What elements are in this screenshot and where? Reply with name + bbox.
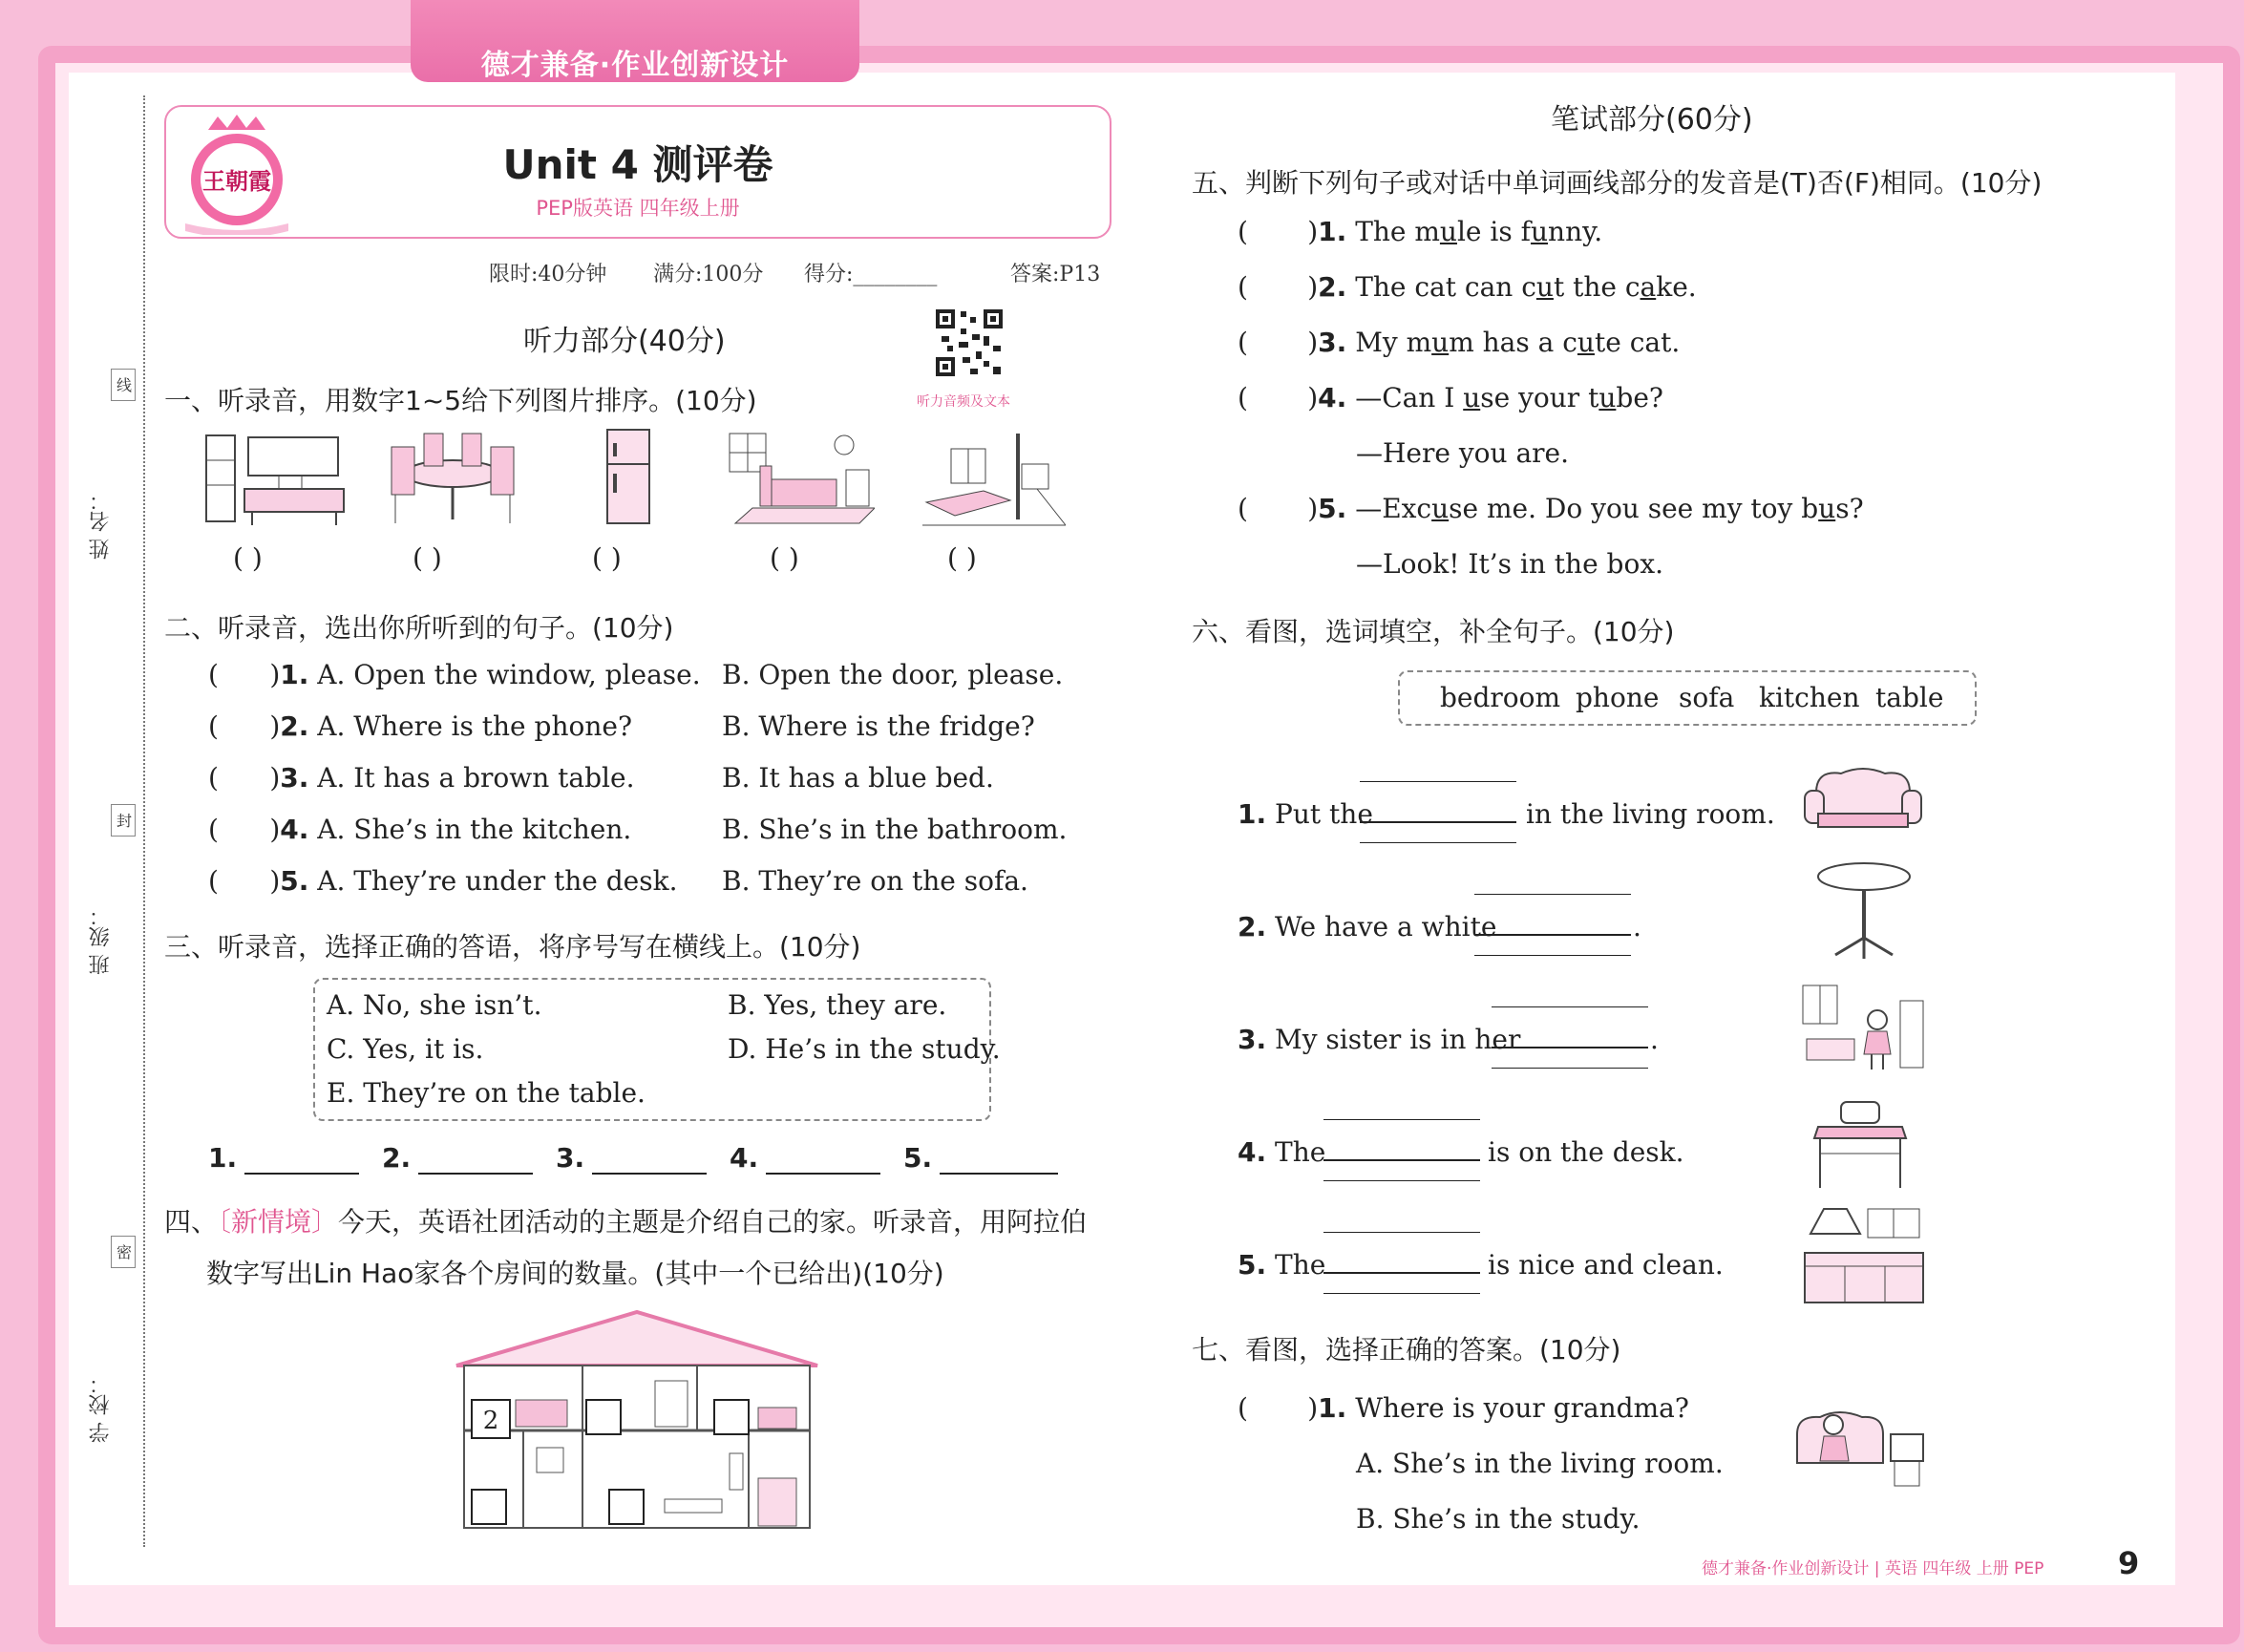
s3-option-a: A. No, she isn’t. bbox=[327, 989, 542, 1021]
s3-blank-5[interactable] bbox=[940, 1173, 1058, 1175]
s3-blank-label-5: 5. bbox=[903, 1142, 933, 1174]
school-field-label: 学 校： bbox=[89, 1373, 113, 1444]
section-2-heading: 二、听录音，选出你所听到的句子。(10分) bbox=[164, 612, 674, 644]
order-blank-3[interactable]: ( ) bbox=[592, 542, 622, 574]
s2-item-5: ( )5. A. They’re under the desk. bbox=[208, 865, 678, 897]
s6-item-4-post: is on the desk. bbox=[1488, 1136, 1684, 1168]
answer-page: 答案:P13 bbox=[1010, 263, 1101, 286]
header-tab: 德才兼备·作业创新设计 bbox=[411, 0, 859, 82]
s3-blank-label-2: 2. bbox=[382, 1142, 412, 1174]
s2-item-4: ( )4. A. She’s in the kitchen. bbox=[208, 814, 632, 845]
s3-blank-2[interactable] bbox=[418, 1173, 533, 1175]
house-cutaway-picture bbox=[453, 1308, 821, 1534]
listening-heading: 听力部分(40分) bbox=[523, 325, 726, 358]
s6-blank-2[interactable] bbox=[1474, 934, 1631, 936]
word-sofa: sofa bbox=[1679, 682, 1735, 713]
guide-line bbox=[1360, 842, 1516, 843]
section-4-heading-line2: 数字写出Lin Hao家各个房间的数量。(其中一个已给出)(10分) bbox=[206, 1258, 944, 1289]
page-number: 9 bbox=[2118, 1545, 2140, 1581]
class-field-label: 班 级： bbox=[89, 905, 113, 976]
s7-item-1-b: B. She’s in the study. bbox=[1356, 1503, 1641, 1535]
guide-line bbox=[1360, 781, 1516, 782]
page-subtitle: PEP版英语 四年级上册 bbox=[536, 197, 740, 220]
order-blank-5[interactable]: ( ) bbox=[947, 542, 977, 574]
round-table-picture bbox=[1814, 859, 1914, 961]
dining-room-picture bbox=[386, 428, 519, 527]
s2-item-3-b: B. It has a blue bed. bbox=[722, 762, 994, 794]
name-field-label: 姓 名： bbox=[89, 490, 113, 561]
cut-mark-close: 密 bbox=[111, 1236, 136, 1268]
sofa-picture bbox=[1803, 764, 1923, 835]
s6-item-5-post: is nice and clean. bbox=[1488, 1249, 1724, 1281]
study-room-picture bbox=[202, 432, 346, 527]
order-blank-1[interactable]: ( ) bbox=[233, 542, 263, 574]
fridge-picture bbox=[600, 426, 657, 527]
score-field: 得分:________ bbox=[804, 263, 938, 286]
section-3-heading: 三、听录音，选择正确的答语，将序号写在横线上。(10分) bbox=[164, 931, 861, 963]
s6-blank-4[interactable] bbox=[1323, 1159, 1480, 1161]
given-room-count: 2 bbox=[482, 1407, 499, 1435]
time-limit: 限时:40分钟 bbox=[489, 263, 607, 286]
s5-item-3: ( )3. My mum has a cute cat. bbox=[1238, 327, 1681, 358]
word-kitchen: kitchen bbox=[1759, 682, 1860, 713]
phone-on-desk-picture bbox=[1812, 1098, 1908, 1190]
s7-item-1-a: A. She’s in the living room. bbox=[1356, 1448, 1724, 1479]
s3-blank-label-4: 4. bbox=[730, 1142, 759, 1174]
s5-item-5-reply: —Look! It’s in the box. bbox=[1356, 548, 1664, 580]
s3-blank-label-1: 1. bbox=[208, 1142, 238, 1174]
new-context-tag: 〔新情境〕 bbox=[218, 1206, 339, 1238]
s5-item-5: ( )5. —Excuse me. Do you see my toy bus? bbox=[1238, 493, 1864, 524]
s2-item-2-b: B. Where is the fridge? bbox=[722, 710, 1035, 742]
bathroom-bedroom-picture bbox=[922, 430, 1066, 527]
s5-item-2: ( )2. The cat can cut the cake. bbox=[1238, 271, 1697, 303]
svg-text:王朝霞: 王朝霞 bbox=[202, 167, 271, 195]
s3-option-c: C. Yes, it is. bbox=[327, 1033, 484, 1065]
s2-item-1-b: B. Open the door, please. bbox=[722, 659, 1064, 690]
title-box bbox=[164, 105, 1111, 239]
section-4-heading: 四、〔新情境〕今天，英语社团活动的主题是介绍自己的家。听录音，用阿拉伯 bbox=[164, 1206, 1088, 1238]
s3-blank-3[interactable] bbox=[592, 1173, 707, 1175]
kitchen-picture bbox=[1801, 1205, 1927, 1306]
s6-item-4: 4. The bbox=[1238, 1136, 1326, 1168]
s3-option-d: D. He’s in the study. bbox=[728, 1033, 1001, 1065]
word-phone: phone bbox=[1576, 682, 1660, 713]
qr-caption: 听力音频及文本 bbox=[917, 394, 1010, 410]
s5-item-4: ( )4. —Can I use your tube? bbox=[1238, 382, 1663, 413]
order-blank-2[interactable]: ( ) bbox=[413, 542, 442, 574]
binding-strip bbox=[86, 95, 145, 1547]
s6-item-2-post: . bbox=[1633, 911, 1641, 942]
s3-option-e: E. They’re on the table. bbox=[327, 1077, 646, 1109]
s6-blank-3[interactable] bbox=[1492, 1047, 1648, 1048]
s3-blank-4[interactable] bbox=[766, 1173, 880, 1175]
guide-line bbox=[1474, 894, 1631, 895]
full-score: 满分:100分 bbox=[653, 263, 764, 286]
written-heading: 笔试部分(60分) bbox=[1551, 103, 1753, 137]
qr-code[interactable] bbox=[934, 307, 1005, 378]
footer-text: 德才兼备·作业创新设计 | 英语 四年级 上册 PEP bbox=[1702, 1559, 2044, 1578]
word-table: table bbox=[1875, 682, 1944, 713]
guide-line bbox=[1323, 1119, 1480, 1120]
girl-in-bedroom-picture bbox=[1799, 982, 1927, 1075]
s6-blank-1[interactable] bbox=[1360, 821, 1516, 823]
s7-item-1: ( )1. Where is your grandma? bbox=[1238, 1392, 1689, 1424]
section-6-heading: 六、看图，选词填空，补全句子。(10分) bbox=[1192, 616, 1675, 647]
s6-item-1-post: in the living room. bbox=[1526, 798, 1775, 830]
grandma-on-sofa-picture bbox=[1791, 1396, 1927, 1492]
s2-item-2: ( )2. A. Where is the phone? bbox=[208, 710, 632, 742]
s2-item-4-b: B. She’s in the bathroom. bbox=[722, 814, 1068, 845]
s6-item-5: 5. The bbox=[1238, 1249, 1326, 1281]
s3-blank-1[interactable] bbox=[244, 1173, 359, 1175]
s6-blank-5[interactable] bbox=[1323, 1272, 1480, 1274]
s6-item-3: 3. My sister is in her bbox=[1238, 1024, 1521, 1055]
s2-item-3: ( )3. A. It has a brown table. bbox=[208, 762, 635, 794]
s6-item-2: 2. We have a white bbox=[1238, 911, 1497, 942]
s5-item-1: ( )1. The mule is funny. bbox=[1238, 216, 1603, 247]
s2-item-5-b: B. They’re on the sofa. bbox=[722, 865, 1028, 897]
s6-item-3-post: . bbox=[1650, 1024, 1659, 1055]
cut-mark-line: 线 bbox=[111, 369, 136, 401]
s6-item-1: 1. Put the bbox=[1238, 798, 1373, 830]
s5-item-4-reply: —Here you are. bbox=[1356, 437, 1570, 469]
word-bedroom: bedroom bbox=[1440, 682, 1561, 713]
section-5-heading: 五、判断下列句子或对话中单词画线部分的发音是(T)否(F)相同。(10分) bbox=[1192, 167, 2043, 199]
cut-mark-seal: 封 bbox=[111, 804, 136, 837]
guide-line bbox=[1323, 1293, 1480, 1294]
section-1-heading: 一、听录音，用数字1~5给下列图片排序。(10分) bbox=[164, 385, 757, 416]
section-7-heading: 七、看图，选择正确的答案。(10分) bbox=[1192, 1334, 1621, 1366]
guide-line bbox=[1492, 1006, 1648, 1007]
s2-item-1: ( )1. A. Open the window, please. bbox=[208, 659, 701, 690]
guide-line bbox=[1492, 1068, 1648, 1069]
guide-line bbox=[1474, 955, 1631, 956]
page-title: Unit 4 测评卷 bbox=[502, 141, 773, 188]
s3-blank-label-3: 3. bbox=[556, 1142, 585, 1174]
s3-option-b: B. Yes, they are. bbox=[728, 989, 947, 1021]
bedroom-picture bbox=[726, 428, 875, 527]
guide-line bbox=[1323, 1232, 1480, 1233]
guide-line bbox=[1323, 1180, 1480, 1181]
order-blank-4[interactable]: ( ) bbox=[770, 542, 799, 574]
